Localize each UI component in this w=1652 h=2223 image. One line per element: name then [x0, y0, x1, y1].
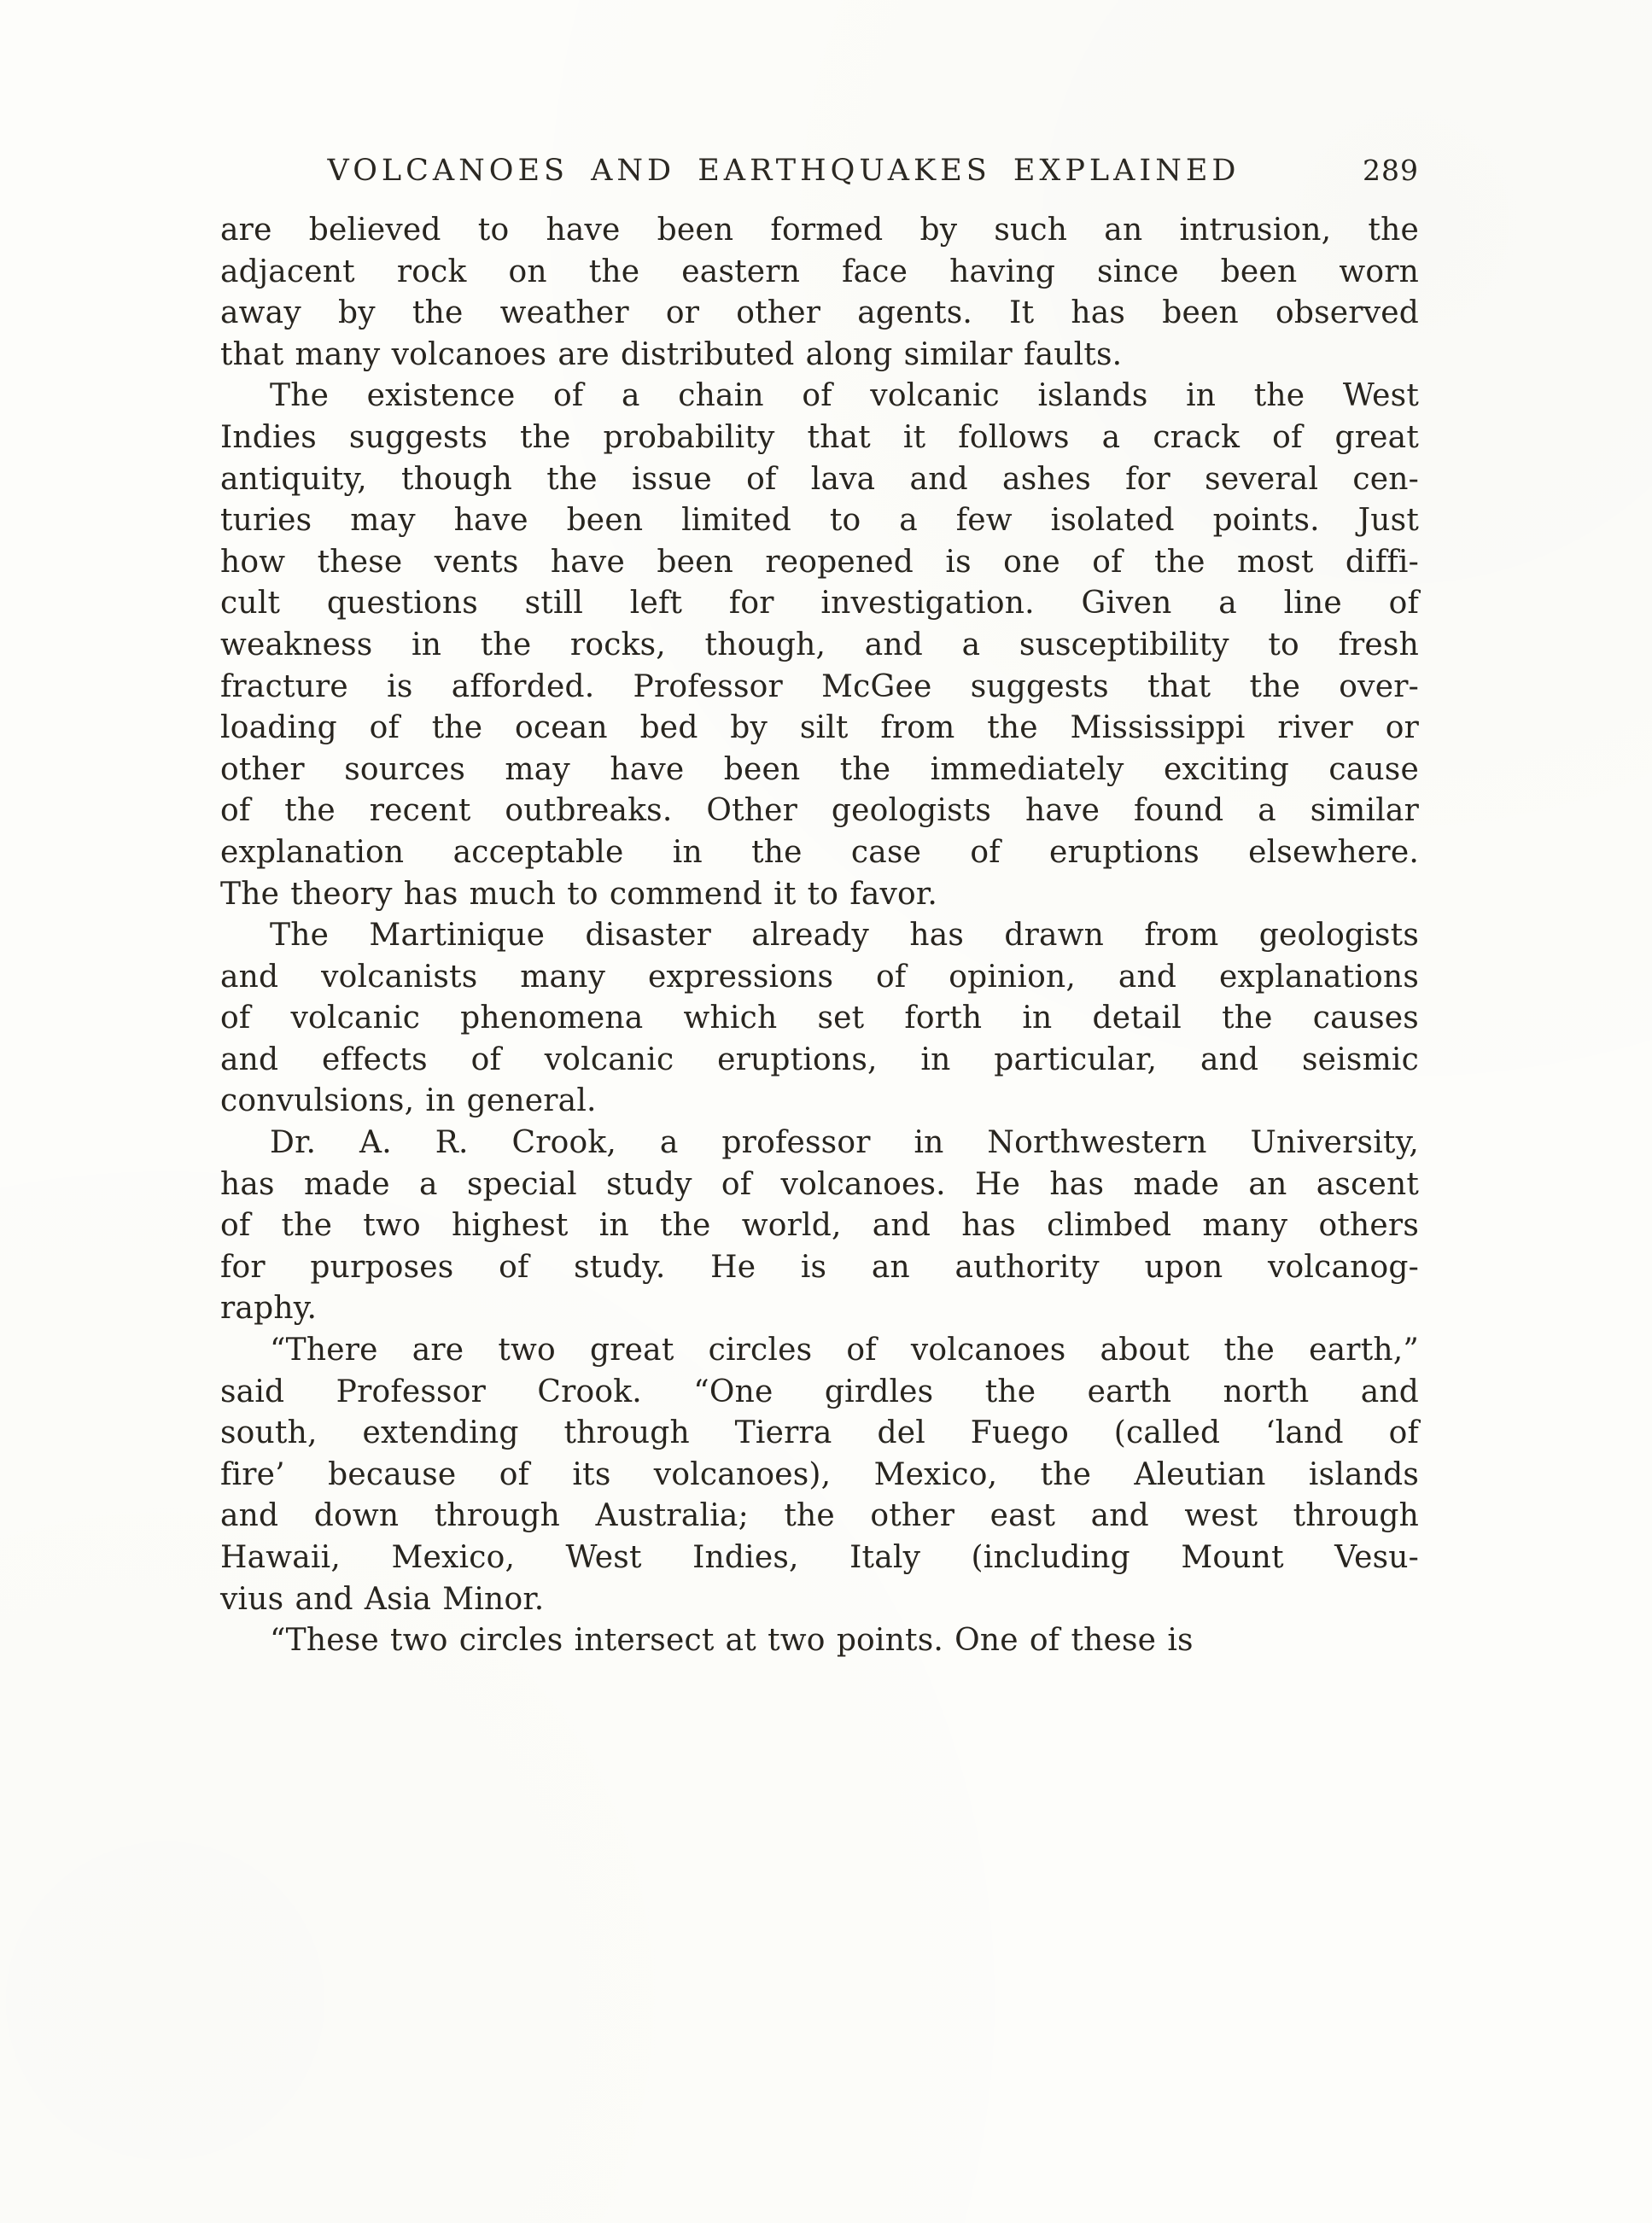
- text-line: for purposes of study. He is an authority upon volcanog-: [220, 1249, 1419, 1285]
- paragraph: [220, 915, 1419, 1123]
- text-line: cult questions still left for investigation. Given a line of: [220, 586, 1419, 621]
- text-line: and effects of volcanic eruptions, in particular, and seismic: [220, 1041, 1419, 1077]
- text-line: weakness in the rocks, though, and a susceptibility to fresh: [220, 627, 1419, 662]
- text-line: of volcanic phenomena which set forth in detail the causes: [220, 1001, 1419, 1036]
- text-line: The Martinique disaster already has drawn from geologists: [270, 918, 1419, 954]
- text-line: turies may have been limited to a few isolated points. Just: [220, 503, 1419, 539]
- text-line: The theory has much to commend it to favor.: [220, 876, 938, 912]
- text-line: vius and Asia Minor.: [220, 1581, 545, 1617]
- paragraph: [220, 1620, 1419, 1662]
- text-line: has made a special study of volcanoes. He has made an ascent: [220, 1166, 1419, 1202]
- text-line: that many volcanoes are distributed along similar faults.: [220, 336, 1123, 372]
- text-line: other sources may have been the immediately exciting cause: [220, 751, 1419, 787]
- text-line: explanation acceptable in the case of eruptions elsewhere.: [220, 834, 1419, 870]
- paragraph: [220, 1330, 1419, 1620]
- text-line: said Professor Crook. “One girdles the earth north and: [220, 1374, 1419, 1409]
- text-line: how these vents have been reopened is one of the most diffi-: [220, 544, 1419, 580]
- text-line: and volcanists many expressions of opinion, and explanations: [220, 959, 1419, 995]
- page-header: [220, 154, 1419, 188]
- text-line: raphy.: [220, 1291, 318, 1327]
- text-line: away by the weather or other agents. It has been observed: [220, 295, 1419, 331]
- text-line: antiquity, though the issue of lava and ashes for several cen-: [220, 461, 1419, 497]
- text-line: Indies suggests the probability that it follows a crack of great: [220, 419, 1419, 455]
- paragraph: [220, 210, 1419, 376]
- text-line: adjacent rock on the eastern face having since been worn: [220, 254, 1419, 289]
- text-line: Hawaii, Mexico, West Indies, Italy (including Mount Vesu-: [220, 1540, 1419, 1575]
- text-line: and down through Australia; the other east and west through: [220, 1498, 1419, 1534]
- text-line: fire’ because of its volcanoes), Mexico, the Aleutian islands: [220, 1456, 1419, 1492]
- body-text: [220, 210, 1419, 1662]
- text-line: loading of the ocean bed by silt from the Mississippi river or: [220, 710, 1419, 746]
- paragraph: [220, 1123, 1419, 1330]
- text-line: Dr. A. R. Crook, a professor in Northwestern University,: [270, 1125, 1419, 1161]
- text-line: convulsions, in general.: [220, 1083, 597, 1119]
- text-line: The existence of a chain of volcanic islands in the West: [270, 378, 1419, 414]
- text-line: “There are two great circles of volcanoes about the earth,”: [270, 1333, 1419, 1368]
- paragraph: [220, 376, 1419, 915]
- text-line: are believed to have been formed by such an intrusion, the: [220, 213, 1419, 248]
- text-line: “These two circles intersect at two points. One of these is: [270, 1623, 1194, 1659]
- running-head-title: VOLCANOES AND EARTHQUAKES EXPLAINED: [327, 154, 1240, 188]
- text-line: south, extending through Tierra del Fuego (called ‘land of: [220, 1415, 1419, 1451]
- text-line: of the two highest in the world, and has climbed many others: [220, 1208, 1419, 1244]
- text-line: of the recent outbreaks. Other geologists have found a similar: [220, 793, 1419, 829]
- text-line: fracture is afforded. Professor McGee suggests that the over-: [220, 668, 1419, 704]
- page-number: 289: [1363, 154, 1419, 187]
